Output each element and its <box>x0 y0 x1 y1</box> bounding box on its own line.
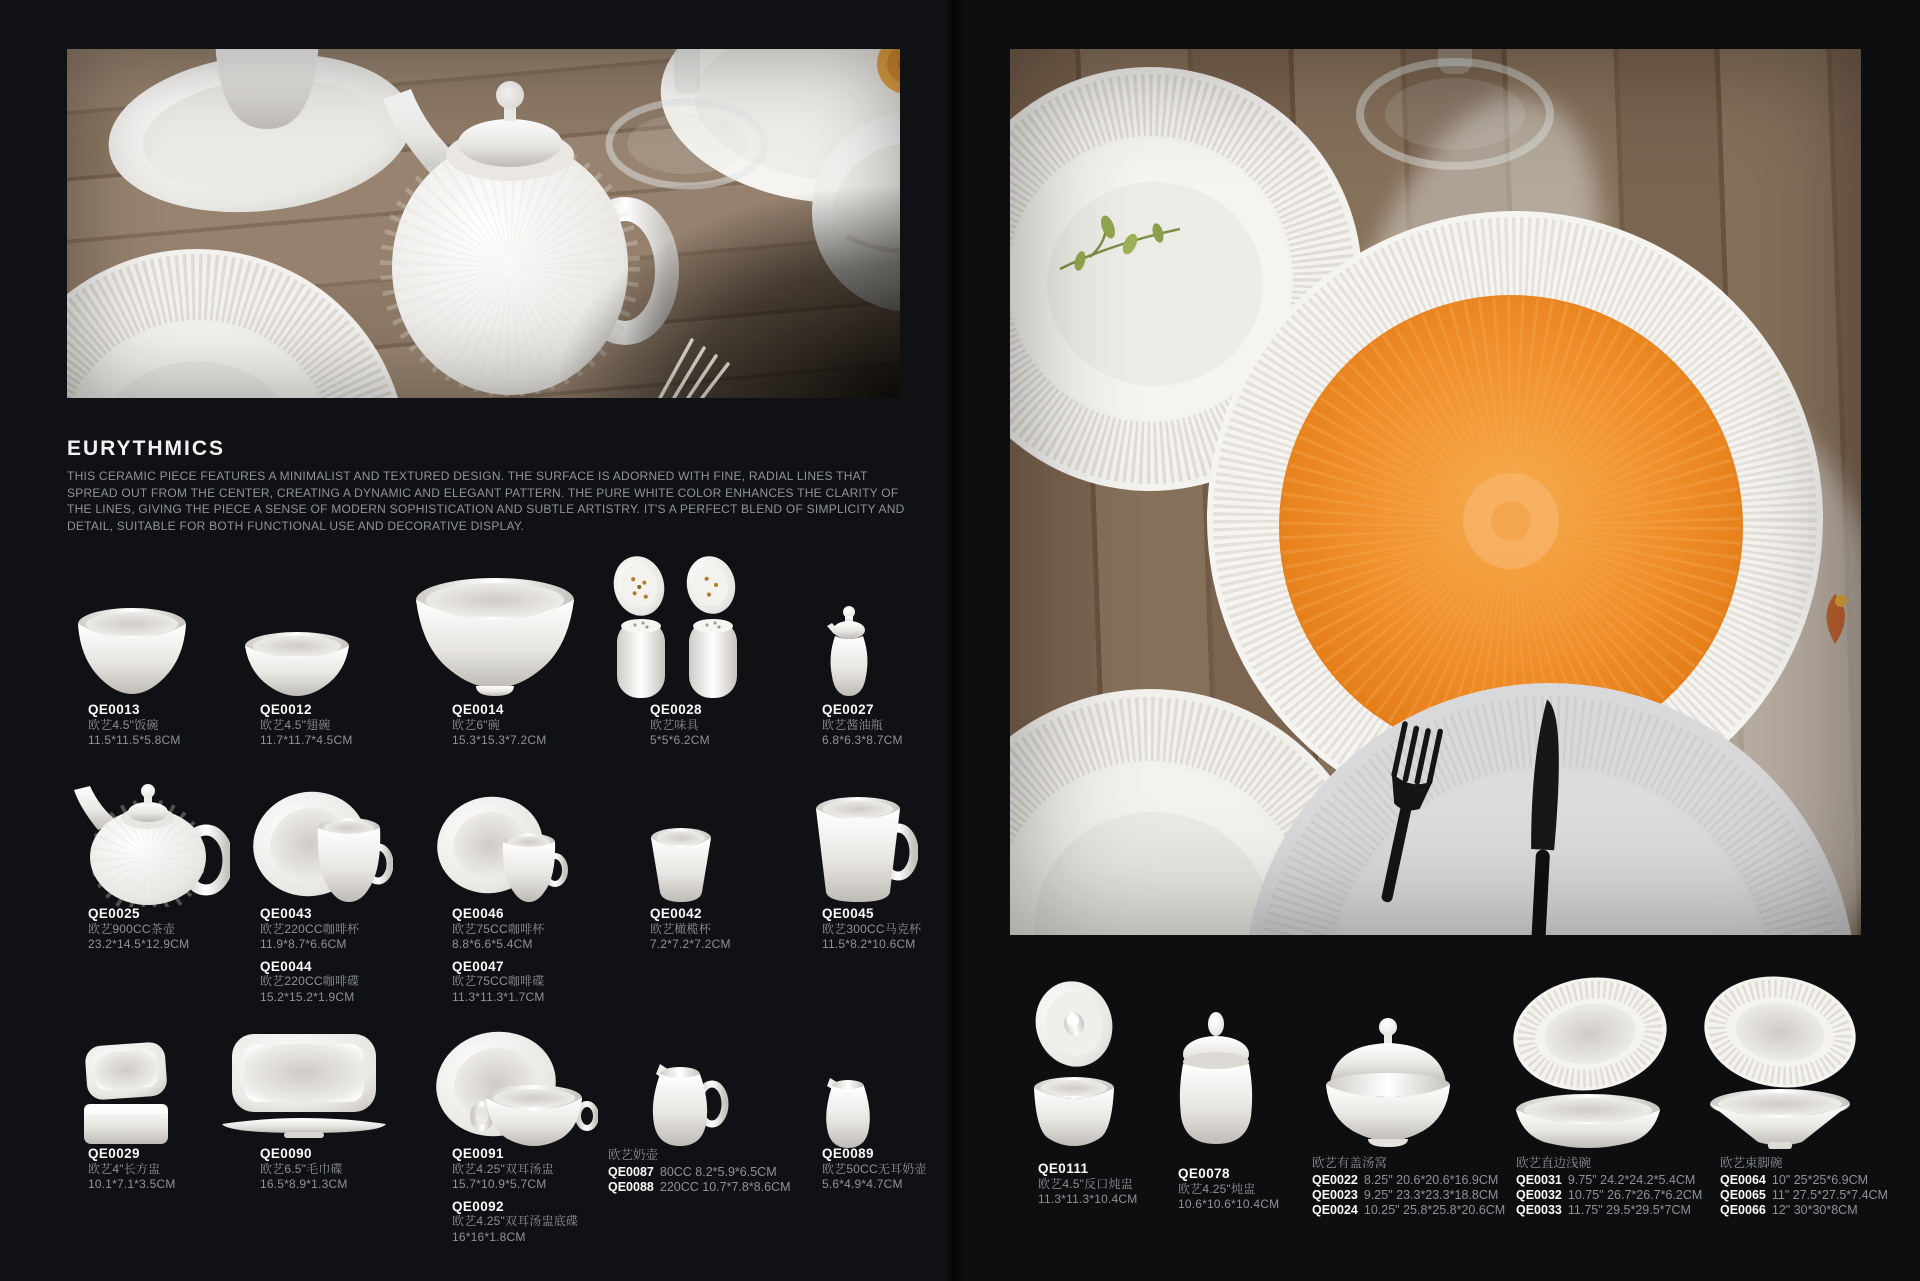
product-spec: 12" 30*30*8CM <box>1771 1203 1858 1217</box>
product-dims: 10.6*10.6*10.4CM <box>1178 1197 1280 1211</box>
product-label <box>260 1146 348 1193</box>
product-dims: 16*16*1.8CM <box>452 1229 526 1244</box>
product-photo-qe0078 <box>1168 1010 1264 1150</box>
product-spec: 10.25" 25.8*25.8*20.6CM <box>1363 1203 1506 1217</box>
product-photo-qe0064-set <box>1700 976 1860 1151</box>
product-code: QE0033 <box>1516 1203 1562 1217</box>
table-setting-photo <box>1010 49 1861 935</box>
product-code: QE0023 <box>1312 1188 1358 1202</box>
product-name: 欧艺4.5"翅碗 <box>260 717 331 732</box>
product-spec: 80CC 8.2*5.9*6.5CM <box>659 1165 777 1179</box>
product-spec: 10.75" 26.7*26.7*6.2CM <box>1567 1188 1703 1202</box>
product-name: 欧艺75CC咖啡杯 <box>452 921 545 936</box>
product-name: 欧艺220CC咖啡杯 <box>260 921 360 936</box>
product-code: QE0029 <box>88 1146 140 1161</box>
product-name: 欧艺50CC无耳奶壶 <box>822 1161 927 1176</box>
product-code: QE0022 <box>1312 1173 1358 1187</box>
product-group-tureen <box>1312 1156 1505 1218</box>
group-row <box>1720 1173 1888 1188</box>
product-code: QE0043 <box>260 906 312 921</box>
product-dims: 15.2*15.2*1.9CM <box>260 989 355 1004</box>
product-code: QE0046 <box>452 906 504 921</box>
product-label <box>650 702 710 749</box>
product-code: QE0025 <box>88 906 140 921</box>
product-photo-qe0014 <box>414 576 576 700</box>
group-title: 欧艺有盖汤窝 <box>1312 1156 1388 1170</box>
product-label <box>822 1146 927 1193</box>
group-row <box>1720 1203 1888 1218</box>
group-row <box>1720 1188 1888 1203</box>
product-name: 欧艺6"碗 <box>452 717 500 732</box>
product-name: 欧艺味具 <box>650 717 699 732</box>
product-photo-qe0111 <box>1024 980 1124 1150</box>
left-page <box>0 0 950 1281</box>
product-name: 欧艺橄榄杯 <box>650 921 712 936</box>
product-photo-qe0046-qe0047 <box>432 790 572 905</box>
product-photo-qe0045 <box>810 796 918 906</box>
product-code: QE0078 <box>1178 1166 1230 1181</box>
product-photo-qe0091-qe0092 <box>432 1030 598 1148</box>
page-title: EURYTHMICS <box>67 437 226 460</box>
product-code: QE0047 <box>452 958 504 974</box>
product-spec: 8.25" 20.6*20.6*16.9CM <box>1363 1173 1499 1187</box>
product-code: QE0028 <box>650 702 702 717</box>
product-code: QE0091 <box>452 1146 504 1161</box>
group-row <box>1312 1188 1505 1203</box>
product-photo-qe0022-tureen <box>1305 1015 1471 1150</box>
product-photo-qe0043-qe0044 <box>248 786 393 906</box>
product-name: 欧艺4.5"反口炖盅 <box>1038 1176 1133 1191</box>
product-code: QE0064 <box>1720 1173 1766 1187</box>
product-dims: 5.6*4.9*4.7CM <box>822 1177 903 1191</box>
product-spec: 9.75" 24.2*24.2*5.4CM <box>1567 1173 1696 1187</box>
group-row <box>1312 1203 1505 1218</box>
group-row <box>1516 1203 1702 1218</box>
product-label <box>88 906 189 953</box>
product-dims: 10.1*7.1*3.5CM <box>88 1177 176 1191</box>
product-name: 欧艺4.25"双耳汤盅底碟 <box>452 1214 579 1228</box>
product-photo-qe0031-set <box>1508 976 1673 1151</box>
product-code: QE0014 <box>452 702 504 717</box>
hero-photo <box>67 49 900 398</box>
product-photo-qe0028 <box>605 552 755 700</box>
group-row <box>1312 1173 1505 1188</box>
product-code: QE0087 <box>608 1165 654 1179</box>
product-code: QE0031 <box>1516 1173 1562 1187</box>
product-label <box>650 906 731 953</box>
product-dims: 11.9*8.7*6.6CM <box>260 937 347 951</box>
product-name: 欧艺6.5"毛巾碟 <box>260 1161 343 1176</box>
group-row <box>608 1180 791 1195</box>
product-dims: 11.5*8.2*10.6CM <box>822 937 916 951</box>
product-name: 欧艺4.25"双耳汤盅 <box>452 1161 554 1176</box>
product-label <box>452 702 546 749</box>
product-group-footed-bowl <box>1720 1156 1888 1218</box>
product-code: QE0044 <box>260 958 312 974</box>
group-title: 欧艺束脚碗 <box>1720 1156 1783 1170</box>
product-label <box>88 702 181 749</box>
product-label <box>260 906 359 1005</box>
product-name: 欧艺4.5"饭碗 <box>88 717 159 732</box>
product-code: QE0024 <box>1312 1203 1358 1217</box>
product-label <box>452 1146 578 1245</box>
product-photo-qe0025 <box>60 782 230 907</box>
page-seam <box>944 0 964 1281</box>
product-photo-qe0027 <box>822 604 876 700</box>
product-code: QE0066 <box>1720 1203 1766 1217</box>
product-code: QE0032 <box>1516 1188 1562 1202</box>
product-label <box>1038 1161 1138 1208</box>
product-code: QE0065 <box>1720 1188 1766 1202</box>
product-photo-qe0087-qe0088 <box>642 1062 730 1150</box>
collection-description: THIS CERAMIC PIECE FEATURES A MINIMALIST AND TEXTURED DESIGN. THE SURFACE IS ADORNED WITH FINE, RADIAL LINES THAT SPREAD OUT FROM THE CENTER, CREATING A DYNAMIC AND ELEGANT PATTERN. THE PURE WHITE COLOR ENHANCES THE CLARITY OF THE LINES, GIVING THE PIECE A SENSE OF MODERN SOPHISTICATION AND SUBTLE ARTISTRY. IT'S A PERFECT BLEND OF SIMPLICITY AND DETAIL, SUITABLE FOR BOTH FUNCTIONAL USE AND DECORATIVE DISPLAY. <box>67 469 905 533</box>
product-spec: 11" 27.5*27.5*7.4CM <box>1771 1188 1888 1202</box>
product-code: QE0089 <box>822 1146 874 1161</box>
product-code: QE0013 <box>88 702 140 717</box>
product-name: 欧艺300CC马克杯 <box>822 921 922 936</box>
product-code: QE0012 <box>260 702 312 717</box>
product-dims: 15.7*10.9*5.7CM <box>452 1177 547 1191</box>
product-photo-qe0012 <box>243 630 351 700</box>
product-label <box>452 906 545 1005</box>
product-code: QE0090 <box>260 1146 312 1161</box>
group-row <box>608 1165 791 1180</box>
product-spec: 220CC 10.7*7.8*8.6CM <box>659 1180 791 1194</box>
product-spec: 9.25" 23.3*23.3*18.8CM <box>1363 1188 1499 1202</box>
product-label <box>822 906 921 953</box>
group-row <box>1516 1173 1702 1188</box>
product-label <box>822 702 903 749</box>
product-spec: 11.75" 29.5*29.5*7CM <box>1567 1203 1691 1217</box>
product-dims: 5*5*6.2CM <box>650 733 710 747</box>
product-photo-qe0029 <box>78 1040 174 1148</box>
product-code: QE0088 <box>608 1180 654 1194</box>
right-page <box>950 0 1920 1281</box>
product-name: 欧艺4"长方盅 <box>88 1161 161 1176</box>
product-spec: 10" 25*25*6.9CM <box>1771 1173 1869 1187</box>
product-dims: 16.5*8.9*1.3CM <box>260 1177 348 1191</box>
product-label <box>1178 1166 1279 1213</box>
product-dims: 11.5*11.5*5.8CM <box>88 733 181 747</box>
group-title: 欧艺直边浅碗 <box>1516 1156 1592 1170</box>
product-dims: 8.8*6.6*5.4CM <box>452 937 533 951</box>
product-dims: 23.2*14.5*12.9CM <box>88 937 190 951</box>
product-name: 欧艺4.25"炖盅 <box>1178 1181 1256 1196</box>
product-dims: 11.3*11.3*10.4CM <box>1038 1192 1138 1206</box>
product-name: 欧艺900CC茶壶 <box>88 921 176 936</box>
product-dims: 15.3*15.3*7.2CM <box>452 733 547 747</box>
product-name: 欧艺75CC咖啡碟 <box>452 974 545 988</box>
product-dims: 7.2*7.2*7.2CM <box>650 937 731 951</box>
product-dims: 11.3*11.3*1.7CM <box>452 989 545 1004</box>
product-photo-qe0013 <box>76 606 188 698</box>
product-photo-qe0089 <box>818 1076 878 1152</box>
product-group-milk-jug <box>608 1148 791 1195</box>
group-title: 欧艺奶壶 <box>608 1148 659 1162</box>
product-code: QE0045 <box>822 906 874 921</box>
product-label <box>260 702 353 749</box>
product-dims: 6.8*6.3*8.7CM <box>822 733 903 747</box>
product-code: QE0092 <box>452 1198 504 1214</box>
product-name: 欧艺酱油瓶 <box>822 717 884 732</box>
product-code: QE0027 <box>822 702 874 717</box>
product-group-shallow-bowl <box>1516 1156 1702 1218</box>
product-photo-qe0090 <box>220 1032 388 1142</box>
product-label <box>88 1146 176 1193</box>
product-name: 欧艺220CC咖啡碟 <box>260 974 360 988</box>
product-photo-qe0042 <box>648 826 714 906</box>
group-row <box>1516 1188 1702 1203</box>
product-code: QE0042 <box>650 906 702 921</box>
product-code: QE0111 <box>1038 1161 1089 1176</box>
product-dims: 11.7*11.7*4.5CM <box>260 733 353 747</box>
